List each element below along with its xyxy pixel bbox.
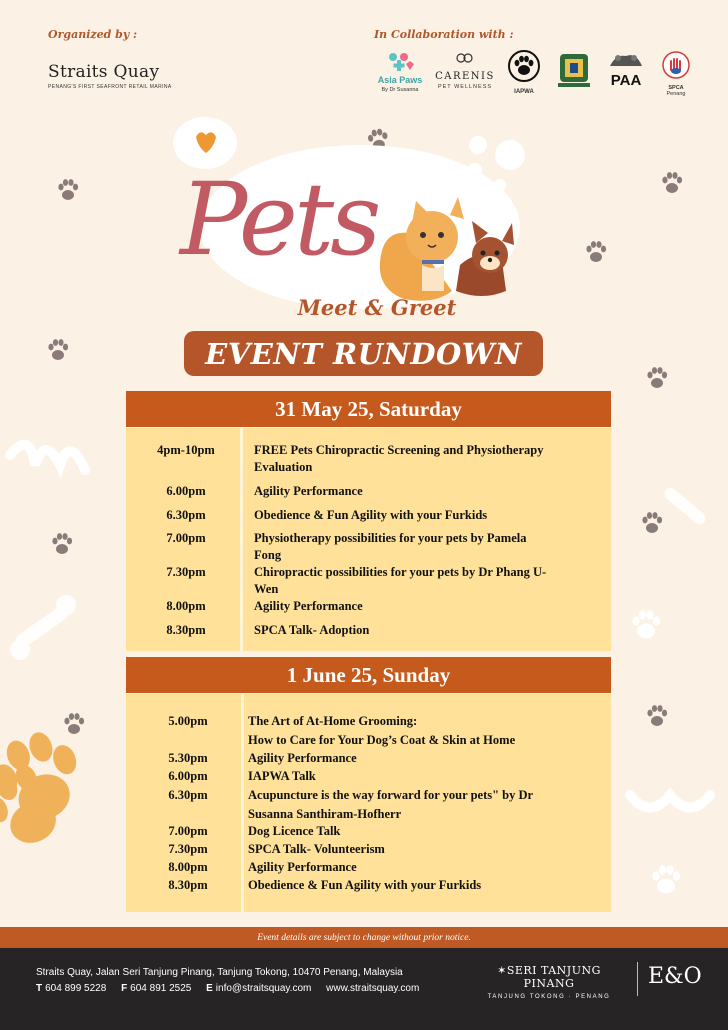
spca-hand-paw-icon (662, 50, 690, 80)
schedule-row (126, 442, 611, 476)
star-icon: ✶ (497, 964, 507, 977)
partner-carenis (430, 50, 500, 90)
schedule-time: 5.00pm (168, 714, 208, 728)
title-subtitle: Meet & Greet (297, 295, 457, 320)
schedule-time: 6.30pm (168, 788, 208, 802)
tel-label: T (36, 983, 43, 994)
schedule-time: 8.00pm (168, 860, 208, 874)
schedule-activity: SPCA Talk- Adoption (254, 623, 370, 637)
partner-sub: Penang (666, 91, 686, 97)
schedule-time: 5.30pm (168, 751, 208, 765)
paa-cat-dog-icon (606, 50, 646, 68)
partner-name: SPCA (668, 85, 684, 91)
schedule-time: 7.00pm (166, 531, 206, 545)
email-label: E (206, 983, 213, 994)
event-rundown-title: EVENT RUNDOWN (205, 336, 522, 371)
partner-asia-paws (372, 50, 428, 93)
email-link[interactable]: info@straitsquay.com (215, 983, 312, 994)
carenis-icon (455, 50, 475, 66)
schedule-activity: Agility Performance (248, 860, 357, 874)
title-script: Pets (180, 161, 378, 278)
schedule-time: 7.30pm (166, 565, 206, 579)
partner-logos (372, 50, 702, 98)
schedule-activity (248, 713, 603, 749)
organizer-name: Straits Quay (48, 62, 160, 82)
schedule-activity: Dog Licence Talk (248, 824, 341, 838)
activity-line: Evaluation (254, 460, 313, 474)
schedule-activity (254, 564, 594, 598)
partner-paa (604, 50, 648, 88)
activity-line: Physiotherapy possibilities for your pets by Pamela (254, 531, 527, 545)
website-link[interactable]: www.straitsquay.com (326, 983, 420, 994)
schedule-time: 8.30pm (166, 623, 206, 637)
partner-name: PAA (610, 72, 642, 89)
schedule-activity: Obedience & Fun Agility with your Furkids (248, 878, 482, 892)
schedule-activity: Obedience & Fun Agility with your Furkids (254, 508, 488, 522)
schedule-activity: Agility Performance (254, 599, 363, 613)
schedule-time: 8.30pm (168, 878, 208, 892)
partner-iapwa (506, 50, 542, 95)
schedule-time: 4pm-10pm (157, 443, 215, 457)
day-heading-saturday: 31 May 25, Saturday (126, 391, 611, 427)
fax-number: 604 891 2525 (130, 983, 192, 994)
schedule-time: 7.30pm (168, 842, 208, 856)
activity-line: Wen (254, 582, 279, 596)
footer (0, 948, 728, 1030)
event-rundown-banner (184, 331, 543, 376)
organizer-tagline: PENANG'S FIRST SEAFRONT RETAIL MARINA (48, 84, 172, 90)
schedule-activity: Agility Performance (254, 484, 363, 498)
column-divider (241, 694, 244, 912)
activity-line: Chiropractic possibilities for your pets by Dr Phang U- (254, 565, 547, 579)
organized-by-label: Organized by : (48, 28, 138, 41)
seri-tanjung-pinang-logo (474, 964, 624, 1000)
schedule-time: 6.00pm (168, 769, 208, 783)
activity-line: Fong (254, 548, 282, 562)
activity-line: The Art of At-Home Grooming: (248, 714, 418, 728)
brand-subtitle: TANJUNG TOKONG · PENANG (487, 994, 611, 1000)
fax-label: F (121, 983, 128, 994)
schedule-sunday (126, 694, 611, 912)
partner-sub: PET WELLNESS (437, 84, 493, 90)
activity-line: Susanna Santhiram-Hofherr (248, 807, 402, 821)
schedule-activity (254, 530, 594, 564)
schedule-activity (254, 442, 594, 476)
organizer-logo (48, 62, 172, 90)
tel-number[interactable]: 604 899 5228 (45, 983, 107, 994)
partner-spca (656, 50, 696, 97)
footer-contacts (36, 983, 419, 994)
activity-line: Acupuncture is the way forward for your pets" by Dr (248, 788, 534, 802)
day-heading-sunday: 1 June 25, Sunday (126, 657, 611, 693)
partner-council-crest (552, 50, 596, 95)
footer-address: Straits Quay, Jalan Seri Tanjung Pinang, Tanjung Tokong, 10470 Penang, Malaysia (36, 967, 403, 978)
schedule-saturday (126, 428, 611, 651)
partner-name: IAPWA (514, 89, 534, 95)
schedule-time: 6.30pm (166, 508, 206, 522)
disclaimer-notice: Event details are subject to change without prior notice. (0, 927, 728, 948)
asia-paws-icon (380, 50, 420, 72)
brand-name: ✶SERI TANJUNG PINANG (497, 964, 601, 990)
schedule-activity: Agility Performance (248, 751, 357, 765)
schedule-activity (248, 787, 603, 823)
schedule-activity: IAPWA Talk (248, 769, 316, 783)
iapwa-paw-icon (508, 50, 540, 82)
schedule-time: 8.00pm (166, 599, 206, 613)
footer-divider (637, 962, 638, 996)
partner-name: Asia Paws (377, 75, 423, 85)
schedule-time: 6.00pm (166, 484, 206, 498)
collaboration-label: In Collaboration with : (374, 28, 514, 41)
title-artwork (160, 115, 560, 330)
schedule-time: 7.00pm (168, 824, 208, 838)
partner-sub: By Dr Susanna (381, 87, 419, 93)
activity-line: How to Care for Your Dog’s Coat & Skin at Home (248, 733, 516, 747)
eo-logo: E&O (648, 964, 702, 989)
council-crest-icon (554, 50, 594, 90)
schedule-activity: SPCA Talk- Volunteerism (248, 842, 385, 856)
activity-line: FREE Pets Chiropractic Screening and Physiotherapy (254, 443, 544, 457)
partner-name: CARENIS (435, 71, 495, 82)
